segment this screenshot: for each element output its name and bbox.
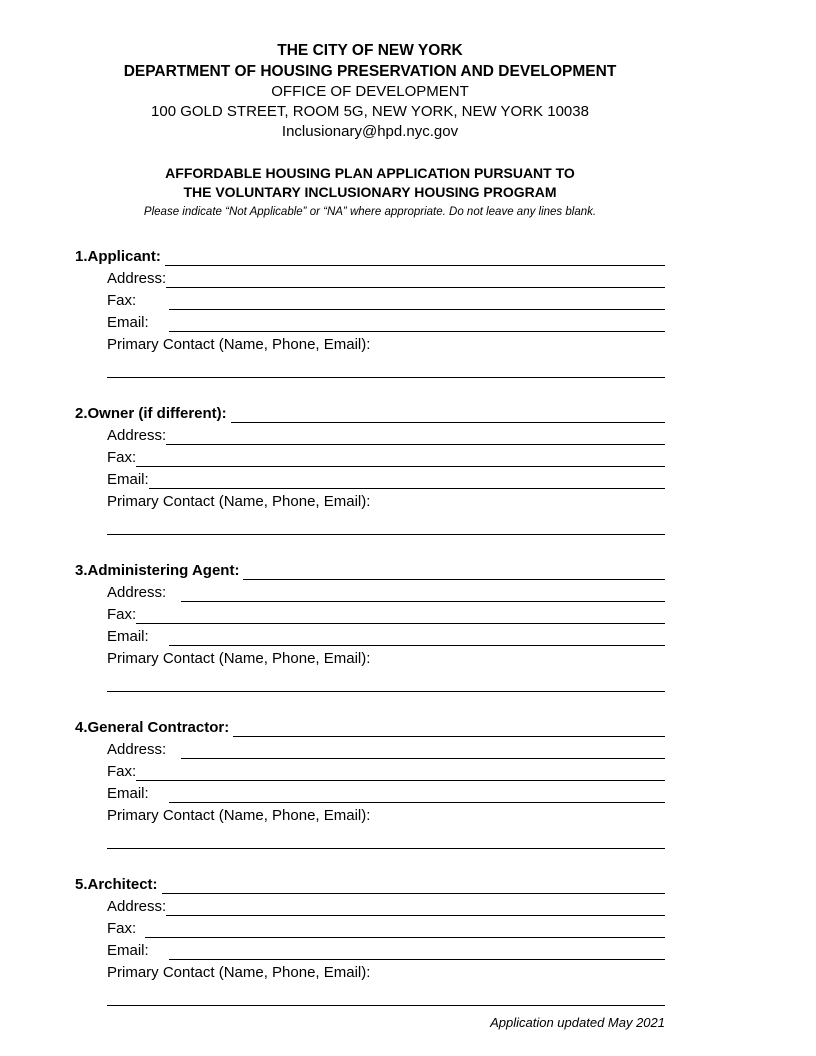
address-row [107, 425, 665, 447]
blank-line [166, 900, 665, 916]
email-label: Email: [107, 471, 149, 488]
primary-contact-row [107, 334, 665, 356]
fax-row [107, 918, 665, 940]
primary-contact-row [107, 648, 665, 670]
address-row [107, 739, 665, 761]
blank-line [136, 608, 665, 624]
section-title-row [75, 246, 665, 268]
blank-line [107, 990, 665, 1006]
blank-line [107, 362, 665, 378]
primary-contact-row [107, 491, 665, 513]
address-label: Address: [107, 270, 167, 287]
section-label: 4.General Contractor: [75, 719, 230, 736]
primary-contact-label: Primary Contact (Name, Phone, Email): [107, 964, 371, 981]
section-administering-agent [75, 560, 665, 694]
address-label: Address: [107, 584, 167, 601]
blank-line [166, 429, 665, 445]
fax-row [107, 604, 665, 626]
primary-contact-row [107, 962, 665, 984]
contact-email: Inclusionary@hpd.nyc.gov [281, 123, 459, 140]
email-label: Email: [107, 785, 149, 802]
blank-line [233, 721, 665, 737]
section-owner [75, 403, 665, 537]
section-title-row [75, 717, 665, 739]
form-title-line1: AFFORDABLE HOUSING PLAN APPLICATION PURSUANT TO [165, 165, 575, 181]
blank-line [166, 272, 665, 288]
address-label: Address: [107, 898, 167, 915]
blank-line [231, 407, 665, 423]
fax-label: Fax: [107, 606, 137, 623]
org-name: THE CITY OF NEW YORK [277, 42, 463, 59]
blank-line [243, 564, 665, 580]
section-label: 1.Applicant: [75, 248, 161, 265]
form-instruction: Please indicate “Not Applicable” or “NA” where appropriate. Do not leave any lines blank. [143, 206, 597, 218]
blank-line [169, 944, 665, 960]
section-general-contractor [75, 717, 665, 851]
email-row [107, 783, 665, 805]
section-title-row [75, 403, 665, 425]
primary-contact-line-row [107, 984, 665, 1008]
street-address: 100 GOLD STREET, ROOM 5G, NEW YORK, NEW YORK 10038 [151, 103, 589, 120]
primary-contact-row [107, 805, 665, 827]
office-name: OFFICE OF DEVELOPMENT [271, 83, 469, 100]
form-title [75, 164, 665, 220]
document-header [75, 40, 665, 142]
fax-label: Fax: [107, 292, 137, 309]
blank-line [145, 922, 665, 938]
primary-contact-line-row [107, 356, 665, 380]
primary-contact-line-row [107, 513, 665, 537]
section-label: 3.Administering Agent: [75, 562, 240, 579]
blank-line [107, 833, 665, 849]
address-row [107, 268, 665, 290]
form-sections [75, 246, 665, 1008]
blank-line [169, 294, 665, 310]
fax-label: Fax: [107, 763, 137, 780]
blank-line [169, 630, 665, 646]
fax-row [107, 761, 665, 783]
address-label: Address: [107, 741, 167, 758]
email-label: Email: [107, 628, 149, 645]
address-row [107, 582, 665, 604]
blank-line [107, 676, 665, 692]
blank-line [162, 878, 665, 894]
address-label: Address: [107, 427, 167, 444]
fax-label: Fax: [107, 449, 137, 466]
form-title-line2: THE VOLUNTARY INCLUSIONARY HOUSING PROGRAM [183, 184, 557, 200]
blank-line [107, 519, 665, 535]
blank-line [181, 586, 665, 602]
fax-row [107, 447, 665, 469]
section-applicant [75, 246, 665, 380]
fax-row [107, 290, 665, 312]
email-row [107, 626, 665, 648]
blank-line [136, 451, 665, 467]
fax-label: Fax: [107, 920, 137, 937]
section-title-row [75, 874, 665, 896]
section-label: 5.Architect: [75, 876, 158, 893]
footer-note: Application updated May 2021 [490, 1015, 665, 1030]
blank-line [149, 473, 665, 489]
primary-contact-label: Primary Contact (Name, Phone, Email): [107, 807, 371, 824]
primary-contact-line-row [107, 827, 665, 851]
section-title-row [75, 560, 665, 582]
section-label: 2.Owner (if different): [75, 405, 227, 422]
primary-contact-label: Primary Contact (Name, Phone, Email): [107, 493, 371, 510]
dept-name: DEPARTMENT OF HOUSING PRESERVATION AND DEVELOPMENT [123, 63, 617, 80]
email-label: Email: [107, 314, 149, 331]
blank-line [165, 250, 665, 266]
address-row [107, 896, 665, 918]
email-row [107, 469, 665, 491]
blank-line [136, 765, 665, 781]
primary-contact-line-row [107, 670, 665, 694]
blank-line [169, 316, 665, 332]
email-label: Email: [107, 942, 149, 959]
primary-contact-label: Primary Contact (Name, Phone, Email): [107, 336, 371, 353]
email-row [107, 312, 665, 334]
blank-line [181, 743, 665, 759]
section-architect [75, 874, 665, 1008]
blank-line [169, 787, 665, 803]
primary-contact-label: Primary Contact (Name, Phone, Email): [107, 650, 371, 667]
email-row [107, 940, 665, 962]
